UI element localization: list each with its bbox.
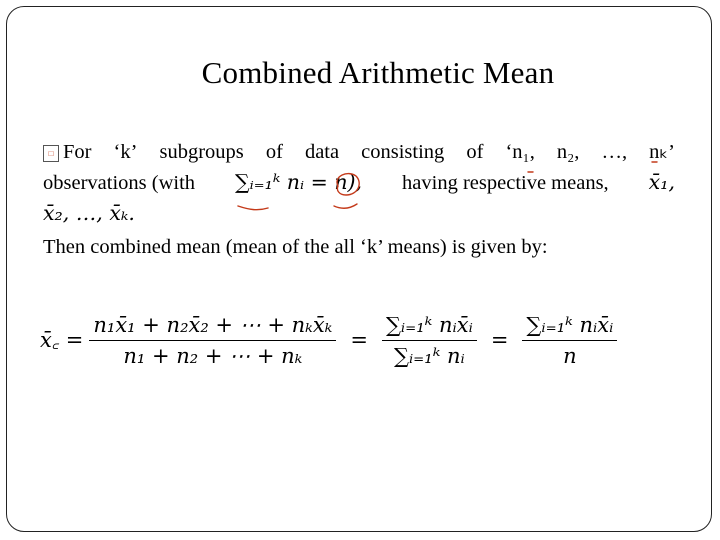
word: nₖ’ [649,141,675,163]
word: ‘k’ [113,141,138,163]
fraction-1 [89,313,336,368]
paragraph-line-3 [43,198,675,228]
word: of [466,141,484,163]
word: subgroups [159,141,244,163]
fraction-1-denominator: n₁ + n₂ + ⋯ + nₖ [123,343,303,368]
fraction-3-numerator: ∑ᵢ₌₁ᵏ nᵢx̄ᵢ [522,313,617,341]
fraction-1-numerator: n₁x̄₁ + n₂x̄₂ + ⋯ + nₖx̄ₖ [89,313,336,341]
mean-x1: x̄₁, [648,170,675,194]
text-respective-means: having respective means, [402,172,609,194]
equals-sign: = [350,328,368,352]
formula-lhs: x̄꜀ = [40,328,84,352]
fraction-2 [382,313,477,368]
paragraph-combined-mean: Then combined mean (mean of the all ‘k’ means) is given by: [43,236,548,258]
paragraph-subgroups [43,137,675,228]
word: of [265,141,283,163]
fraction-3-denominator: n [563,343,577,368]
word: n₂, [556,141,580,163]
sum-expression: ∑ᵢ₌₁ᵏ nᵢ = n), [235,170,363,194]
slide-title: Combined Arithmetic Mean [201,55,555,90]
word: ‘n₁, [505,141,535,163]
means-list: x̄₂, …, x̄ₖ. [43,201,135,225]
text-observations: observations (with [43,172,196,194]
fraction-3 [522,313,617,368]
fraction-2-denominator: ∑ᵢ₌₁ᵏ nᵢ [393,343,465,368]
paragraph-line-1 [43,137,675,167]
missing-glyph-box-icon: □ [43,145,59,162]
fraction-2-numerator: ∑ᵢ₌₁ᵏ nᵢx̄ᵢ [382,313,477,341]
word: consisting [361,141,445,163]
combined-mean-formula [40,300,680,380]
word: □ For [43,137,91,167]
paragraph-line-2 [43,167,675,198]
equals-sign: = [490,328,509,352]
word: data [304,141,340,163]
word: …, [601,141,628,163]
